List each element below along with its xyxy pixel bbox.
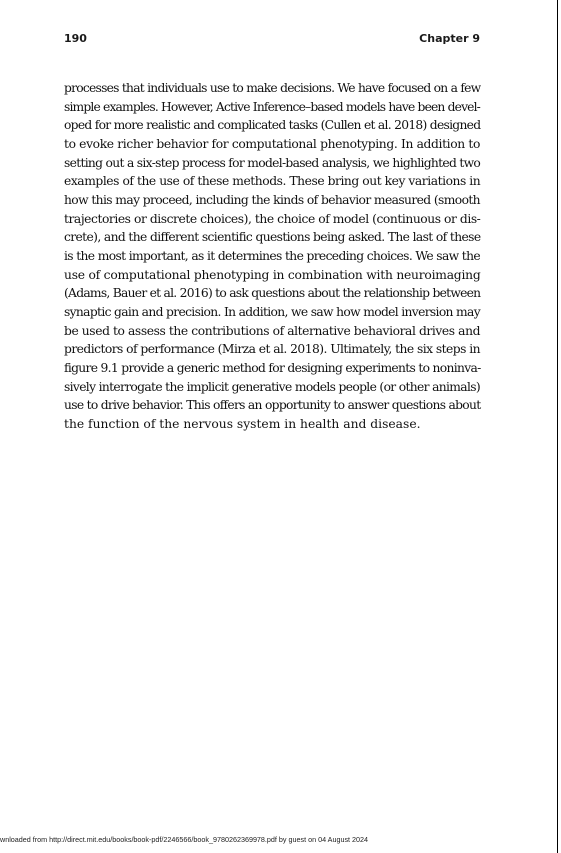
chapter-label: Chapter 9 <box>419 32 480 45</box>
text-line: is the most important, as it determines the preceding choices. We saw the <box>64 248 480 263</box>
text-line: trajectories or discrete choices), the choice of model (continuous or dis- <box>64 211 481 226</box>
text-line: to evoke richer behavior for computational phenotyping. In addition to <box>64 136 480 151</box>
text-line: crete), and the different scientific questions being asked. The last of these <box>64 230 481 245</box>
download-footer: wnloaded from http://direct.mit.edu/books/book-pdf/2246566/book_9780262369978.pdf by guest on 04 August 2024 <box>0 835 369 844</box>
text-line: how this may proceed, including the kinds of behavior measured (smooth <box>64 192 480 207</box>
text-line: predictors of performance (Mirza et al. 2018). Ultimately, the six steps in <box>64 342 480 357</box>
text-line: oped for more realistic and complicated tasks (Cullen et al. 2018) designed <box>64 118 481 133</box>
text-line: processes that individuals use to make decisions. We have focused on a few <box>64 81 481 95</box>
text-line: (Adams, Bauer et al. 2016) to ask questions about the relationship between <box>64 286 481 301</box>
text-line: setting out a six-step process for model-based analysis, we highlighted two <box>64 155 481 170</box>
text-line: the function of the nervous system in health and disease. <box>64 416 421 431</box>
text-line: use to drive behavior. This offers an opportunity to answer questions about <box>64 398 481 413</box>
page-number: 190 <box>64 32 87 45</box>
body-paragraph <box>64 79 480 433</box>
text-line: synaptic gain and precision. In addition, we saw how model inversion may <box>64 304 480 319</box>
text-line: use of computational phenotyping in combination with neuroimaging <box>64 267 481 282</box>
text-line: examples of the use of these methods. These bring out key variations in <box>64 174 481 189</box>
text-line: figure 9.1 provide a generic method for designing experiments to noninva- <box>64 360 481 375</box>
text-line: simple examples. However, Active Inference–based models have been devel- <box>64 99 480 114</box>
text-line: sively interrogate the implicit generative models people (or other animals) <box>64 379 480 394</box>
running-header <box>64 32 480 48</box>
text-line: be used to assess the contributions of alternative behavioral drives and <box>64 323 481 338</box>
